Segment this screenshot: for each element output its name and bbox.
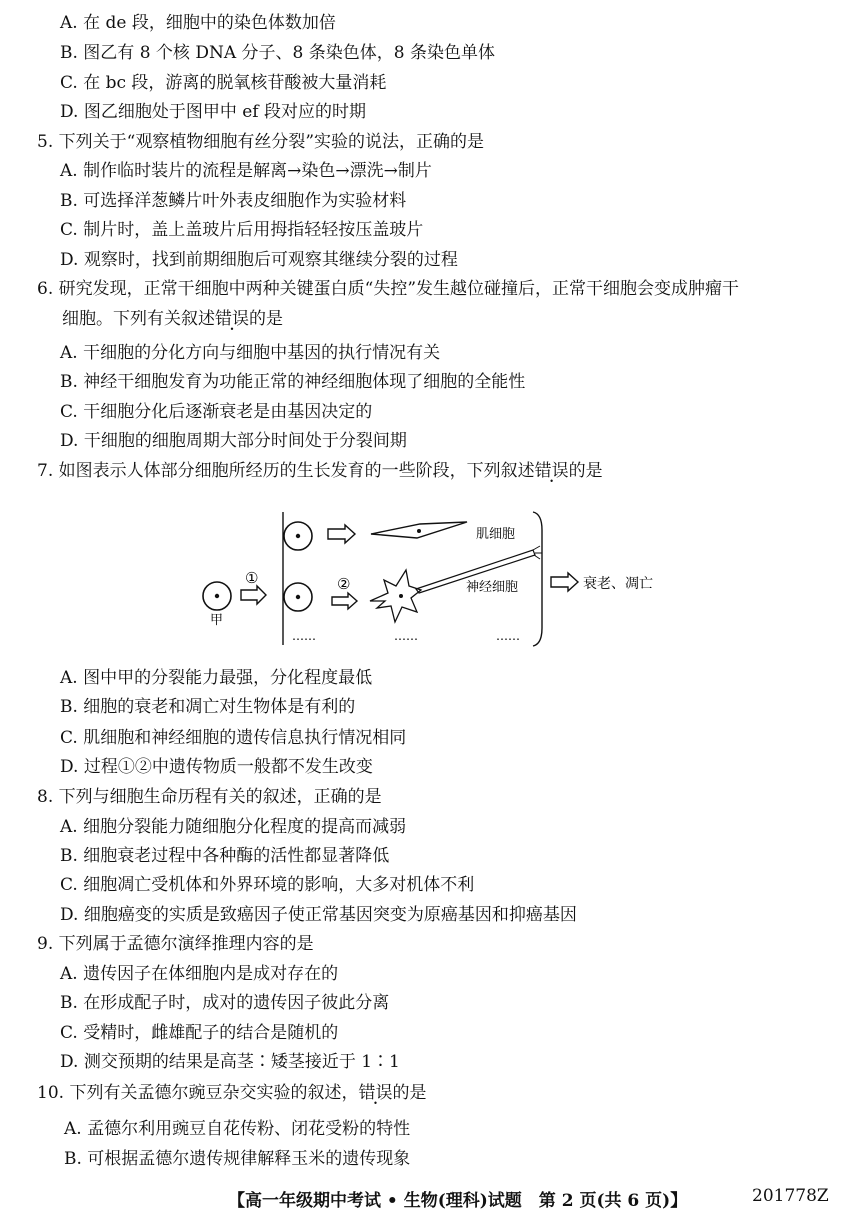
q7-stem-pre: 7. 如图表示人体部分细胞所经历的生长发育的一些阶段，下列叙述 xyxy=(37,461,535,481)
ellipsis-1: …… xyxy=(292,629,316,643)
q10-option-a: A. 孟德尔利用豌豆自花传粉、闭花受粉的特性 xyxy=(64,1119,411,1139)
stem-cell-top xyxy=(284,522,312,550)
q10-stem-pre: 10. 下列有关孟德尔豌豆杂交实验的叙述， xyxy=(37,1083,359,1103)
q6-stem-line1: 6. 研究发现，正常干细胞中两种关键蛋白质“失控”发生越位碰撞后，正常干细胞会变成肿瘤干 xyxy=(37,279,740,299)
q6-stem-pre: 细胞。下列有关叙述 xyxy=(62,309,215,329)
q7-option-c: C. 肌细胞和神经细胞的遗传信息执行情况相同 xyxy=(60,728,407,748)
q7-stem xyxy=(37,460,603,482)
q10-stem xyxy=(37,1082,426,1104)
q6-stem-line2 xyxy=(62,308,283,330)
q10-emphasis: 错误 xyxy=(358,1083,393,1103)
q8-option-c: C. 细胞凋亡受机体和外界环境的影响，大多对机体不利 xyxy=(60,875,475,895)
footer-code: 201778Z xyxy=(752,1186,829,1206)
q9-option-d: D. 测交预期的结果是高茎∶矮茎接近于 1∶1 xyxy=(60,1052,400,1072)
label-jia: 甲 xyxy=(210,613,224,628)
q7-option-a: A. 图中甲的分裂能力最强，分化程度最低 xyxy=(60,668,373,688)
q6-option-b: B. 神经干细胞发育为功能正常的神经细胞体现了细胞的全能性 xyxy=(60,372,526,392)
label-muscle-cell: 肌细胞 xyxy=(476,527,516,542)
q5-option-d: D. 观察时，找到前期细胞后可观察其继续分裂的过程 xyxy=(60,250,458,270)
q9-option-a: A. 遗传因子在体细胞内是成对存在的 xyxy=(60,964,339,984)
label-neuron: 神经细胞 xyxy=(466,580,519,595)
q6-emphasis: 错误 xyxy=(215,309,249,329)
q6-stem-post: 的是 xyxy=(249,309,283,329)
q8-option-d: D. 细胞癌变的实质是致癌因子使正常基因突变为原癌基因和抑癌基因 xyxy=(60,905,577,925)
stem-cell-middle xyxy=(284,583,312,611)
q5-option-c: C. 制片时，盖上盖玻片后用拇指轻轻按压盖玻片 xyxy=(60,220,424,240)
q4-option-a: A. 在 de 段，细胞中的染色体数加倍 xyxy=(60,13,336,33)
q6-option-c: C. 干细胞分化后逐渐衰老是由基因决定的 xyxy=(60,402,373,422)
q7-stem-post: 的是 xyxy=(568,461,603,481)
arrow-to-muscle xyxy=(328,525,355,543)
q10-option-b: B. 可根据孟德尔遗传规律解释玉米的遗传现象 xyxy=(64,1149,411,1169)
ellipsis-2: …… xyxy=(394,629,418,643)
q9-option-b: B. 在形成配子时，成对的遗传因子彼此分离 xyxy=(60,993,390,1013)
q7-option-b: B. 细胞的衰老和凋亡对生物体是有利的 xyxy=(60,697,356,717)
q4-option-d: D. 图乙细胞处于图甲中 ef 段对应的时期 xyxy=(60,102,366,122)
q6-option-d: D. 干细胞的细胞周期大部分时间处于分裂间期 xyxy=(60,431,407,451)
label-step2: ② xyxy=(337,575,351,593)
footer-title: 【高一年级期中考试 • 生物(理科)试题 第 2 页(共 6 页)】 xyxy=(228,1191,688,1211)
neuron-body xyxy=(370,570,421,622)
q5-stem: 5. 下列关于“观察植物细胞有丝分裂”实验的说法，正确的是 xyxy=(37,132,485,152)
label-step1: ① xyxy=(245,569,259,587)
q9-stem: 9. 下列属于孟德尔演绎推理内容的是 xyxy=(37,934,314,954)
cell-jia xyxy=(203,582,231,610)
q7-emphasis: 错误 xyxy=(534,461,569,481)
label-result: 衰老、凋亡 xyxy=(583,576,653,592)
q4-option-c: C. 在 bc 段，游离的脱氧核苷酸被大量消耗 xyxy=(60,73,387,93)
arrow-step1 xyxy=(241,586,266,604)
q9-option-c: C. 受精时，雌雄配子的结合是随机的 xyxy=(60,1023,339,1043)
q6-option-a: A. 干细胞的分化方向与细胞中基因的执行情况有关 xyxy=(60,343,441,363)
q8-option-b: B. 细胞衰老过程中各种酶的活性都显著降低 xyxy=(60,846,390,866)
q10-stem-post: 的是 xyxy=(392,1083,427,1103)
q5-option-a: A. 制作临时装片的流程是解离→染色→漂洗→制片 xyxy=(60,161,432,181)
right-bracket xyxy=(533,512,542,646)
q4-option-b: B. 图乙有 8 个核 DNA 分子、8 条染色体，8 条染色单体 xyxy=(60,43,495,63)
cell-development-diagram xyxy=(195,500,675,650)
q8-stem: 8. 下列与细胞生命历程有关的叙述，正确的是 xyxy=(37,787,382,807)
arrow-step2 xyxy=(332,593,357,609)
q5-option-b: B. 可选择洋葱鳞片叶外表皮细胞作为实验材料 xyxy=(60,191,407,211)
ellipsis-3: …… xyxy=(496,629,520,643)
q8-option-a: A. 细胞分裂能力随细胞分化程度的提高而减弱 xyxy=(60,817,407,837)
q7-option-d: D. 过程①②中遗传物质一般都不发生改变 xyxy=(60,757,373,777)
arrow-to-result xyxy=(551,573,578,591)
